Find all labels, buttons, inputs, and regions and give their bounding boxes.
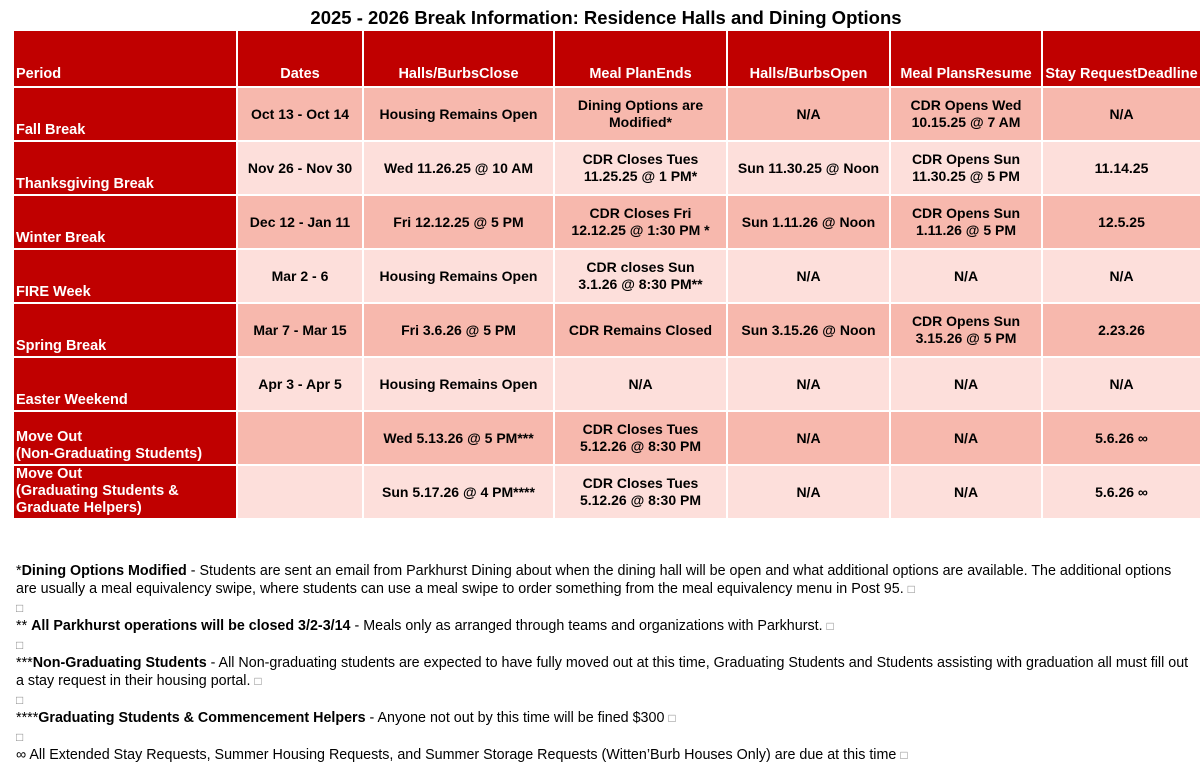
meal-plans-resume-cell: CDR Opens Sun 3.15.26 @ 5 PM [890, 303, 1042, 357]
deadline-cell: N/A [1042, 357, 1200, 411]
deadline-cell: 5.6.26 ∞ [1042, 465, 1200, 519]
column-header-halls-close: Halls/BurbsClose [363, 30, 554, 87]
deadline-cell: 5.6.26 ∞ [1042, 411, 1200, 465]
column-header-meal-plan-ends: Meal PlanEnds [554, 30, 727, 87]
dates-cell: Oct 13 - Oct 14 [237, 87, 363, 141]
period-cell: Move Out (Non-Graduating Students) [13, 411, 237, 465]
placeholder-box-icon: □ [16, 692, 24, 707]
table-row [13, 357, 1200, 411]
page-title: 2025 - 2026 Break Information: Residence Halls and Dining Options [310, 7, 902, 28]
dates-cell: Mar 7 - Mar 15 [237, 303, 363, 357]
table-row [13, 303, 1200, 357]
meal-plans-resume-cell: N/A [890, 411, 1042, 465]
column-header-stay-request-deadline: Stay RequestDeadline [1042, 30, 1200, 87]
halls-close-cell: Sun 5.17.26 @ 4 PM**** [363, 465, 554, 519]
halls-open-cell: N/A [727, 249, 890, 303]
column-header-period: Period [13, 30, 237, 87]
meal-plans-resume-cell: N/A [890, 249, 1042, 303]
halls-close-cell: Wed 11.26.25 @ 10 AM [363, 141, 554, 195]
break-schedule-table [12, 29, 1200, 520]
deadline-cell: 2.23.26 [1042, 303, 1200, 357]
dates-cell: Mar 2 - 6 [237, 249, 363, 303]
deadline-cell: 11.14.25 [1042, 141, 1200, 195]
period-cell: Easter Weekend [13, 357, 237, 411]
dates-cell: Apr 3 - Apr 5 [237, 357, 363, 411]
halls-open-cell: Sun 11.30.25 @ Noon [727, 141, 890, 195]
table-row [13, 249, 1200, 303]
column-header-meal-plans-resume: Meal PlansResume [890, 30, 1042, 87]
meal-plans-resume-cell: N/A [890, 357, 1042, 411]
period-cell: Fall Break [13, 87, 237, 141]
placeholder-box-icon: □ [254, 674, 262, 689]
footnote-parkhurst-closed: ** All Parkhurst operations will be closed 3/2-3/14 - Meals only as arranged through teams and organizations with Parkhurst. □ [16, 618, 834, 635]
deadline-cell: N/A [1042, 249, 1200, 303]
table-row [13, 195, 1200, 249]
meal-plan-ends-cell: Dining Options are Modified* [554, 87, 727, 141]
placeholder-box-icon: □ [826, 619, 834, 634]
halls-close-cell: Housing Remains Open [363, 87, 554, 141]
meal-plan-ends-cell: CDR Closes Tues 5.12.26 @ 8:30 PM [554, 465, 727, 519]
meal-plan-ends-cell: CDR Remains Closed [554, 303, 727, 357]
deadline-cell: N/A [1042, 87, 1200, 141]
footnote-dining-options: *Dining Options Modified - Students are sent an email from Parkhurst Dining about when the dining hall will be open and what additional options are available. The additional options are usually a meal equivalency swipe, where students can use a meal swipe to order something from the meal equivalency menu in Post 95. □ [16, 563, 1172, 598]
period-cell: FIRE Week [13, 249, 237, 303]
meal-plans-resume-cell: CDR Opens Sun 11.30.25 @ 5 PM [890, 141, 1042, 195]
placeholder-box-icon: □ [16, 729, 24, 744]
meal-plan-ends-cell: CDR closes Sun 3.1.26 @ 8:30 PM** [554, 249, 727, 303]
footnote-non-graduating: ***Non-Graduating Students - All Non-graduating students are expected to have fully moved out at this time, Graduating Students and Students assisting with graduation all must fill out a stay request in their housing portal. □ [16, 655, 1189, 690]
deadline-cell: 12.5.25 [1042, 195, 1200, 249]
column-header-halls-open: Halls/BurbsOpen [727, 30, 890, 87]
table-row [13, 87, 1200, 141]
halls-open-cell: Sun 3.15.26 @ Noon [727, 303, 890, 357]
meal-plans-resume-cell: CDR Opens Sun 1.11.26 @ 5 PM [890, 195, 1042, 249]
dates-cell: Nov 26 - Nov 30 [237, 141, 363, 195]
placeholder-box-icon: □ [16, 637, 24, 652]
meal-plan-ends-cell: N/A [554, 357, 727, 411]
meal-plan-ends-cell: CDR Closes Fri 12.12.25 @ 1:30 PM * [554, 195, 727, 249]
halls-close-cell: Housing Remains Open [363, 249, 554, 303]
meal-plans-resume-cell: N/A [890, 465, 1042, 519]
placeholder-box-icon: □ [907, 582, 915, 597]
halls-open-cell: Sun 1.11.26 @ Noon [727, 195, 890, 249]
period-cell: Winter Break [13, 195, 237, 249]
dates-cell [237, 411, 363, 465]
meal-plans-resume-cell: CDR Opens Wed 10.15.25 @ 7 AM [890, 87, 1042, 141]
halls-close-cell: Housing Remains Open [363, 357, 554, 411]
meal-plan-ends-cell: CDR Closes Tues 11.25.25 @ 1 PM* [554, 141, 727, 195]
halls-open-cell: N/A [727, 357, 890, 411]
column-header-dates: Dates [237, 30, 363, 87]
footnote-graduating: ****Graduating Students & Commencement Helpers - Anyone not out by this time will be fined $300 □ [16, 710, 676, 727]
table-row [13, 411, 1200, 465]
halls-close-cell: Fri 3.6.26 @ 5 PM [363, 303, 554, 357]
placeholder-box-icon: □ [16, 600, 24, 615]
period-cell: Spring Break [13, 303, 237, 357]
halls-open-cell: N/A [727, 465, 890, 519]
halls-open-cell: N/A [727, 411, 890, 465]
period-cell: Thanksgiving Break [13, 141, 237, 195]
halls-close-cell: Fri 12.12.25 @ 5 PM [363, 195, 554, 249]
placeholder-box-icon: □ [900, 748, 908, 763]
halls-close-cell: Wed 5.13.26 @ 5 PM*** [363, 411, 554, 465]
footnotes [16, 562, 1191, 764]
infinity-icon: ∞ [16, 747, 27, 764]
period-cell: Move Out (Graduating Students & Graduate Helpers) [13, 465, 237, 519]
table-row [13, 141, 1200, 195]
meal-plan-ends-cell: CDR Closes Tues 5.12.26 @ 8:30 PM [554, 411, 727, 465]
dates-cell [237, 465, 363, 519]
placeholder-box-icon: □ [668, 711, 676, 726]
table-row [13, 465, 1200, 519]
dates-cell: Dec 12 - Jan 11 [237, 195, 363, 249]
table-header-row [13, 30, 1200, 87]
halls-open-cell: N/A [727, 87, 890, 141]
footnote-extended-stay: ∞ All Extended Stay Requests, Summer Housing Requests, and Summer Storage Requests (Witten’Burb Houses Only) are due at this time □ [16, 747, 908, 764]
